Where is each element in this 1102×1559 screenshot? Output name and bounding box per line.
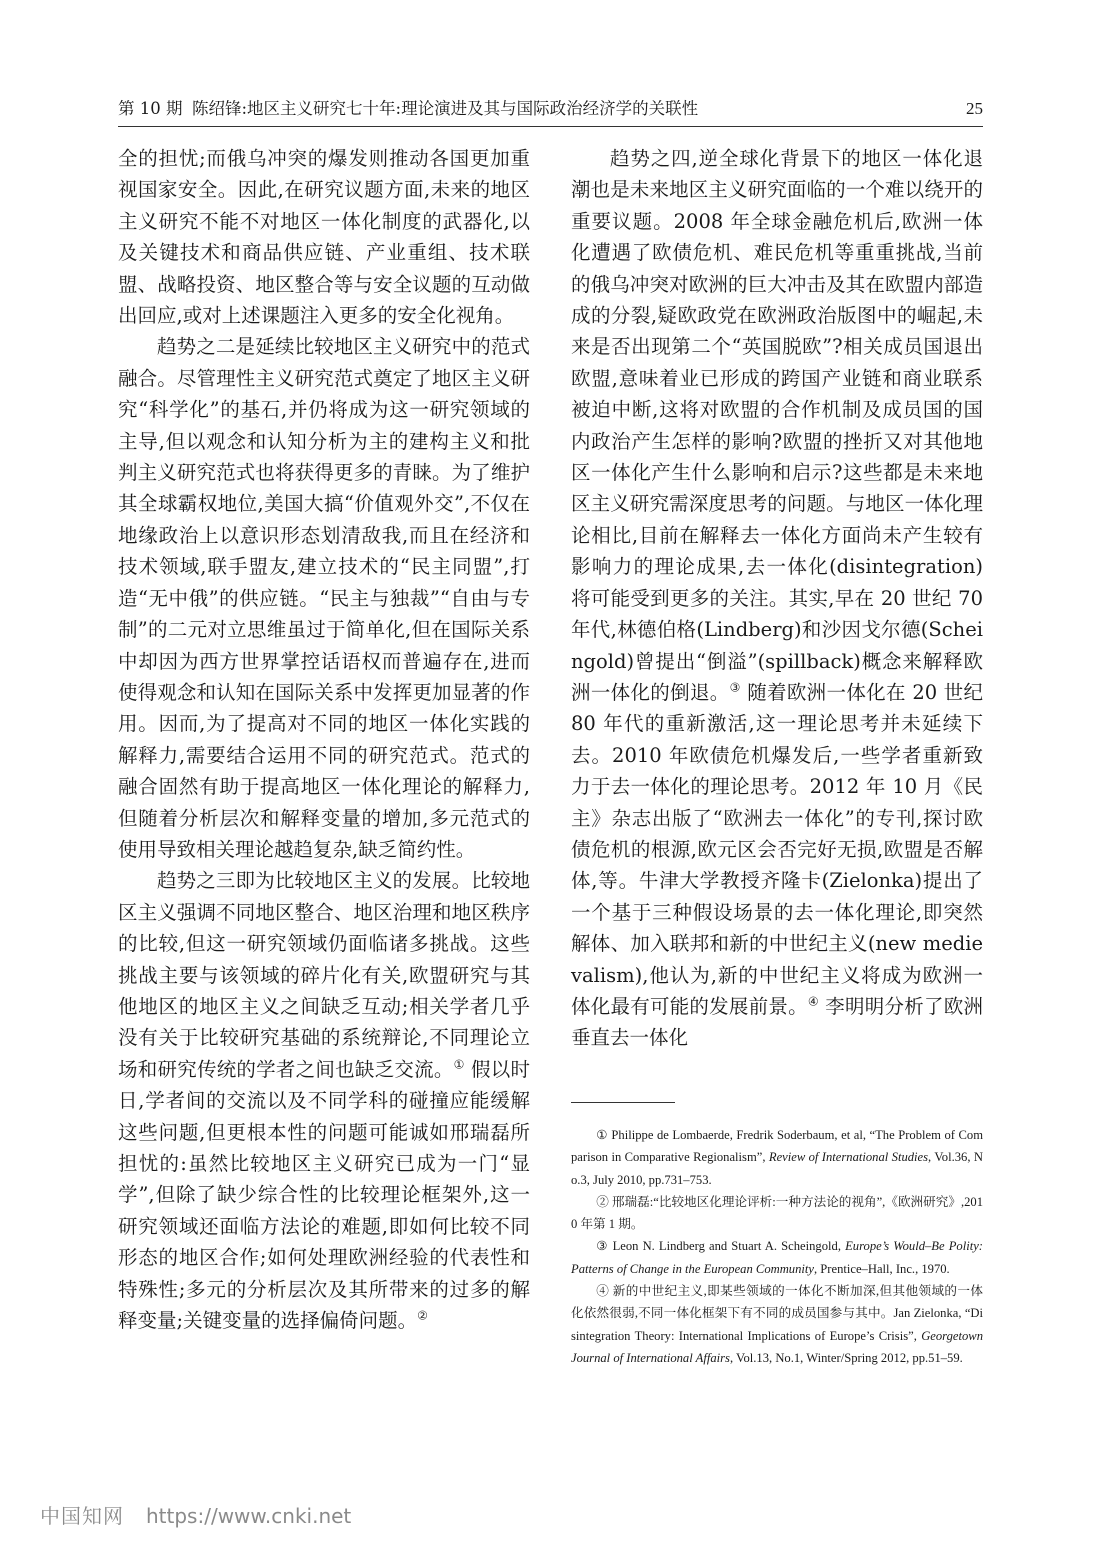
cnki-logo-text: 中国知网 <box>40 1504 124 1528</box>
footnote-text: , Vol.36, No.3, July 2010, pp.731–753. <box>571 1150 983 1187</box>
footnote-text: , Prentice–Hall, Inc., 1970. <box>814 1261 950 1276</box>
issue-number: 第 10 期 <box>118 99 183 118</box>
footnote-ref-1[interactable]: ① <box>453 1057 465 1072</box>
cnki-url[interactable]: https://www.cnki.net <box>146 1504 352 1528</box>
paragraph-trend-three <box>118 865 530 1336</box>
footnote-text: , Vol.13, No.1, Winter/Spring 2012, pp.51–59. <box>729 1350 963 1365</box>
right-column <box>571 143 983 1054</box>
footnote-1 <box>571 1124 983 1191</box>
paragraph-security-continuation: 全的担忧;而俄乌冲突的爆发则推动各国更加重视国家安全。因此,在研究议题方面,未来的地区主义研究不能不对地区一体化制度的武器化,以及关键技术和商品供应链、产业重组、技术联盟、战略投资、地区整合等与安全议题的互动做出回应,或对上述课题注入更多的安全化视角。 <box>118 147 530 328</box>
paragraph-trend-two: 趋势之二是延续比较地区主义研究中的范式融合。尽管理性主义研究范式奠定了地区主义研究“科学化”的基石,并仍将成为这一研究领域的主导,但以观念和认知分析为主的建构主义和批判主义研究范式也将获得更多的青睐。为了维护其全球霸权地位,美国大搞“价值观外交”,不仅在地缘政治上以意识形态划清敌我,而且在经济和技术领域,联手盟友,建立技术的“民主同盟”,打造“无中俄”的供应链。“民主与独裁”“自由与专制”的二元对立思维虽过于简单化,但在国际关系中却因为西方世界掌控话语权而普遍存在,进而使得观念和认知在国际关系中发挥更加显著的作用。因而,为了提高对不同的地区一体化实践的解释力,需要结合运用不同的研究范式。范式的融合固然有助于提高地区一体化理论的解释力,但随着分析层次和解释变量的增加,多元范式的使用导致相关理论越趋复杂,缺乏简约性。 <box>118 335 530 861</box>
footnote-journal: Review of International Studies <box>768 1150 929 1165</box>
footnotes <box>571 1124 983 1369</box>
footnote-text: ④ 新的中世纪主义,即某些领域的一体化不断加深,但其他领域的一体化依然很弱,不同一体化框架下有不同的成员国参与其中。Jan Zielonka, “Disintegration Theory: International Implications of Europe’s Crisis”, <box>571 1284 983 1343</box>
paragraph-text: 趋势之三即为比较地区主义的发展。比较地区主义强调不同地区整合、地区治理和地区秩序的比较,但这一研究领域仍面临诸多挑战。这些挑战主要与该领域的碎片化有关,欧盟研究与其他地区的地区主义之间缺乏互动;相关学者几乎没有关于比较研究基础的系统辩论,不同理论立场和研究传统的学者之间也缺乏交流。 <box>118 869 530 1081</box>
footnote-4 <box>571 1280 983 1369</box>
footnote-2: ② 邢瑞磊:“比较地区化理论评析:一种方法论的视角”,《欧洲研究》,2010 年第 1 期。 <box>571 1194 983 1232</box>
paragraph-trend-four <box>571 143 983 1054</box>
footnote-divider <box>571 1102 675 1103</box>
footnote-journal: Georgetown Journal of International Affairs <box>571 1328 983 1365</box>
footnote-text: ③ Leon N. Lindberg and Stuart A. Scheingold, <box>596 1239 846 1254</box>
footnote-text: ① Philippe de Lombaerde, Fredrik Soderbaum, et al, “The Problem of Comparison in Comparative Regionalism”, <box>571 1128 983 1165</box>
footnote-ref-2[interactable]: ② <box>417 1308 428 1323</box>
running-header <box>118 96 983 127</box>
paragraph-text: 李明明分析了欧洲垂直去一体化 <box>571 994 983 1050</box>
page-number: 25 <box>966 99 983 118</box>
footnote-book-title: Europe’s Would–Be Polity: Patterns of Change in the European Community <box>571 1239 983 1276</box>
paragraph-text: 趋势之四,逆全球化背景下的地区一体化退潮也是未来地区主义研究面临的一个难以绕开的重要议题。2008 年全球金融危机后,欧洲一体化遭遇了欧债危机、难民危机等重重挑战,当前的俄乌冲突对欧洲的巨大冲击及其在欧盟内部造成的分裂,疑欧政党在欧洲政治版图中的崛起,未来是否出现第二个“英国脱欧”?相关成员国退出欧盟,意味着业已形成的跨国产业链和商业联系被迫中断,这将对欧盟的合作机制及成员国的国内政治产生怎样的影响?欧盟的挫折又对其他地区一体化产生什么影响和启示?这些都是未来地区主义研究需深度思考的问题。与地区一体化理论相比,目前在解释去一体化方面尚未产生较有影响力的理论成果,去一体化(disintegration)将可能受到更多的关注。其实,早在 20 世纪 70 年代,林德伯格(Lindberg)和沙因戈尔德(Scheingold)曾提出“倒溢”(spillback)概念来解释欧洲一体化的倒退。 <box>571 147 983 704</box>
footnote-3 <box>571 1235 983 1280</box>
paragraph-text: 随着欧洲一体化在 20 世纪 80 年代的重新激活,这一理论思考并未延续下去。2010 年欧债危机爆发后,一些学者重新致力于去一体化的理论思考。2012 年 10 月《民主》杂志出版了“欧洲去一体化”的专刊,探讨欧债危机的根源,欧元区会否完好无损,欧盟是否解体,等。牛津大学教授齐隆卡(Zielonka)提出了一个基于三种假设场景的去一体化理论,即突然解体、加入联邦和新的中世纪主义(new medievalism),他认为,新的中世纪主义将成为欧洲一体化最有可能的发展前景。 <box>571 680 983 1018</box>
footnote-ref-4[interactable]: ④ <box>807 994 819 1009</box>
paragraph-text: 假以时日,学者间的交流以及不同学科的碰撞应能缓解这些问题,但更根本性的问题可能诚如邢瑞磊所担忧的:虽然比较地区主义研究已成为一门“显学”,但除了缺少综合性的比较理论框架外,这一研究领域还面临方法论的难题,即如何比较不同形态的地区合作;如何处理欧洲经验的代表性和特殊性;多元的分析层次及其所带来的过多的解释变量;关键变量的选择偏倚问题。 <box>118 1057 530 1333</box>
cnki-watermark <box>40 1500 351 1532</box>
footnote-ref-3[interactable]: ③ <box>729 680 741 695</box>
running-title: 陈绍锋:地区主义研究七十年:理论演进及其与国际政治经济学的关联性 <box>192 99 699 118</box>
left-column <box>118 143 530 1336</box>
